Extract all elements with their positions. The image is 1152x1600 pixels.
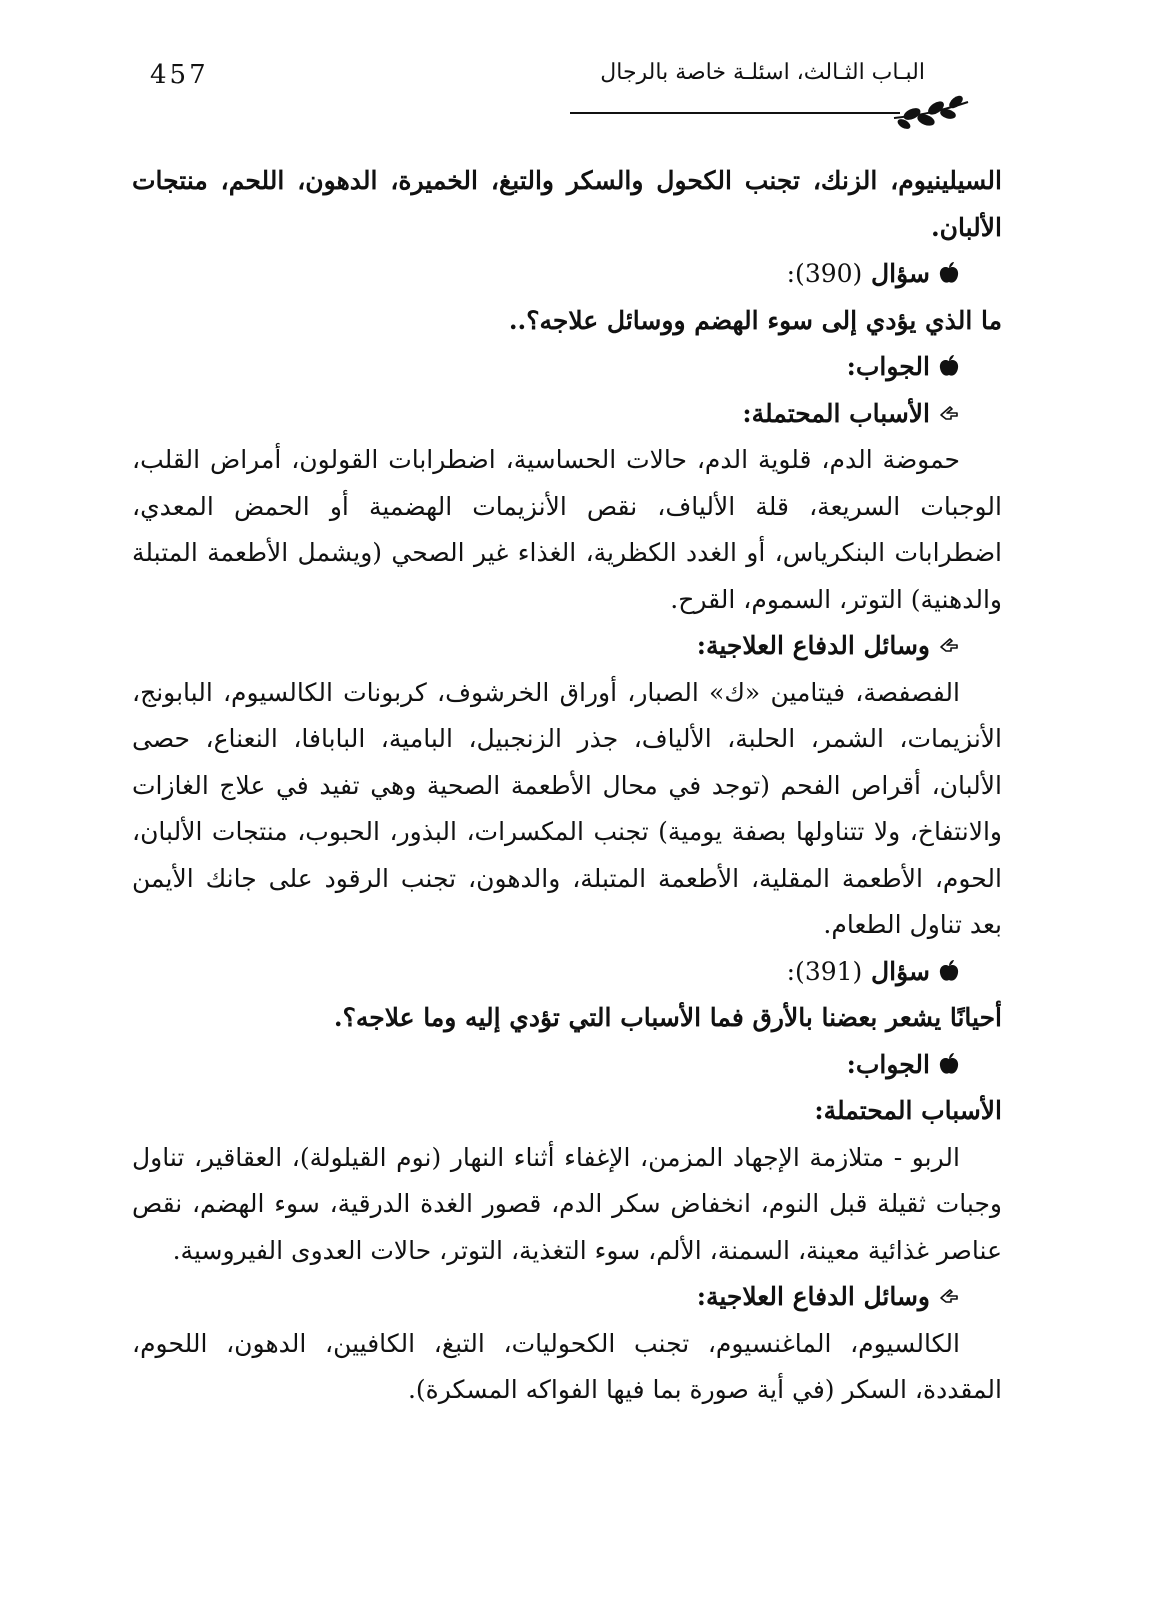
running-title: البـاب الثـالث، اسئلـة خاصة بالرجال: [600, 60, 925, 85]
page-content: [132, 158, 1002, 1414]
question-heading-390: [132, 251, 1002, 298]
causes-text-391: الربو - متلازمة الإجهاد المزمن، الإغفاء أثناء النهار (نوم القيلولة)، العقاقير، تناول وجبات ثقيلة قبل النوم، انخفاض سكر الدم، قصور الغدة الدرقية، سوء الهضم، نقص عناصر غذائية معينة، السمنة، الألم، سوء التغذية، التوتر، حالات العدوى الفيروسية.: [132, 1142, 1002, 1265]
answer-heading-390: [132, 344, 1002, 391]
pointing-hand-icon: [938, 401, 960, 425]
question-number: (391):: [786, 956, 863, 986]
question-text-390: ما الذي يؤدي إلى سوء الهضم ووسائل علاجه؟..: [508, 305, 1002, 335]
question-label: سؤال: [871, 956, 930, 986]
intro-paragraph: السيلينيوم، الزنك، تجنب الكحول والسكر والتبغ، الخميرة، الدهون، اللحم، منتجات الألبان.: [132, 166, 1002, 242]
pointing-hand-icon: [938, 1284, 960, 1308]
pointing-hand-icon: [938, 633, 960, 657]
leaf-branch-icon: [892, 94, 970, 134]
causes-heading-390: [132, 391, 1002, 438]
answer-label: الجواب:: [846, 1049, 930, 1079]
remedies-heading-390: [132, 623, 1002, 670]
remedies-text-390: الفصفصة، فيتامين «ك» الصبار، أوراق الخرشوف، كربونات الكالسيوم، البابونج، الأنزيمات، الشمر، الحلبة، الألياف، جذر الزنجبيل، البامية، البابافا، النعناع، حصى الألبان، أقراص الفحم (توجد في محال الأطعمة الصحية وهي تفيد في علاج الغازات والانتفاخ، ولا تتناولها بصفة يومية) تجنب المكسرات، البذور، الحبوب، منتجات الألبان، الحوم، الأطعمة المقلية، الأطعمة المتبلة، والدهون، تجنب الرقود على جانك الأيمن بعد تناول الطعام.: [132, 677, 1002, 939]
remedies-label: وسائل الدفاع العلاجية:: [696, 1282, 930, 1311]
remedies-heading-391: [132, 1274, 1002, 1321]
remedies-label: وسائل الدفاع العلاجية:: [696, 631, 930, 660]
question-number: (390):: [786, 259, 863, 288]
remedies-text-391: الكالسيوم، الماغنسيوم، تجنب الكحوليات، التبغ، الكافيين، الدهون، اللحوم، المقددة، السكر (في أية صورة بما فيها الفواكه المسكرة).: [132, 1328, 1002, 1404]
question-label: سؤال: [871, 259, 930, 288]
apple-icon: [938, 261, 960, 285]
apple-icon: [938, 354, 960, 378]
apple-icon: [938, 959, 960, 983]
question-heading-391: [132, 949, 1002, 996]
header-rule: [570, 112, 900, 114]
answer-heading-391: [132, 1042, 1002, 1089]
page-number: 457: [150, 60, 209, 90]
causes-text-390: حموضة الدم، قلوية الدم، حالات الحساسية، اضطرابات القولون، أمراض القلب، الوجبات السريعة، قلة الألياف، نقص الأنزيمات الهضمية أو الحمض المعدي، اضطرابات البنكرياس، أو الغدد الكظرية، الغذاء غير الصحي (ويشمل الأطعمة المتبلة والدهنية) التوتر، السموم، القرح.: [132, 445, 1002, 614]
page-header: [150, 60, 970, 130]
causes-label: الأسباب المحتملة:: [742, 398, 930, 428]
apple-icon: [938, 1052, 960, 1076]
causes-heading-391: الأسباب المحتملة:: [814, 1096, 1002, 1125]
answer-label: الجواب:: [846, 352, 930, 381]
question-text-391: أحيانًا يشعر بعضنا بالأرق فما الأسباب التي تؤدي إليه وما علاجه؟.: [333, 1003, 1002, 1032]
